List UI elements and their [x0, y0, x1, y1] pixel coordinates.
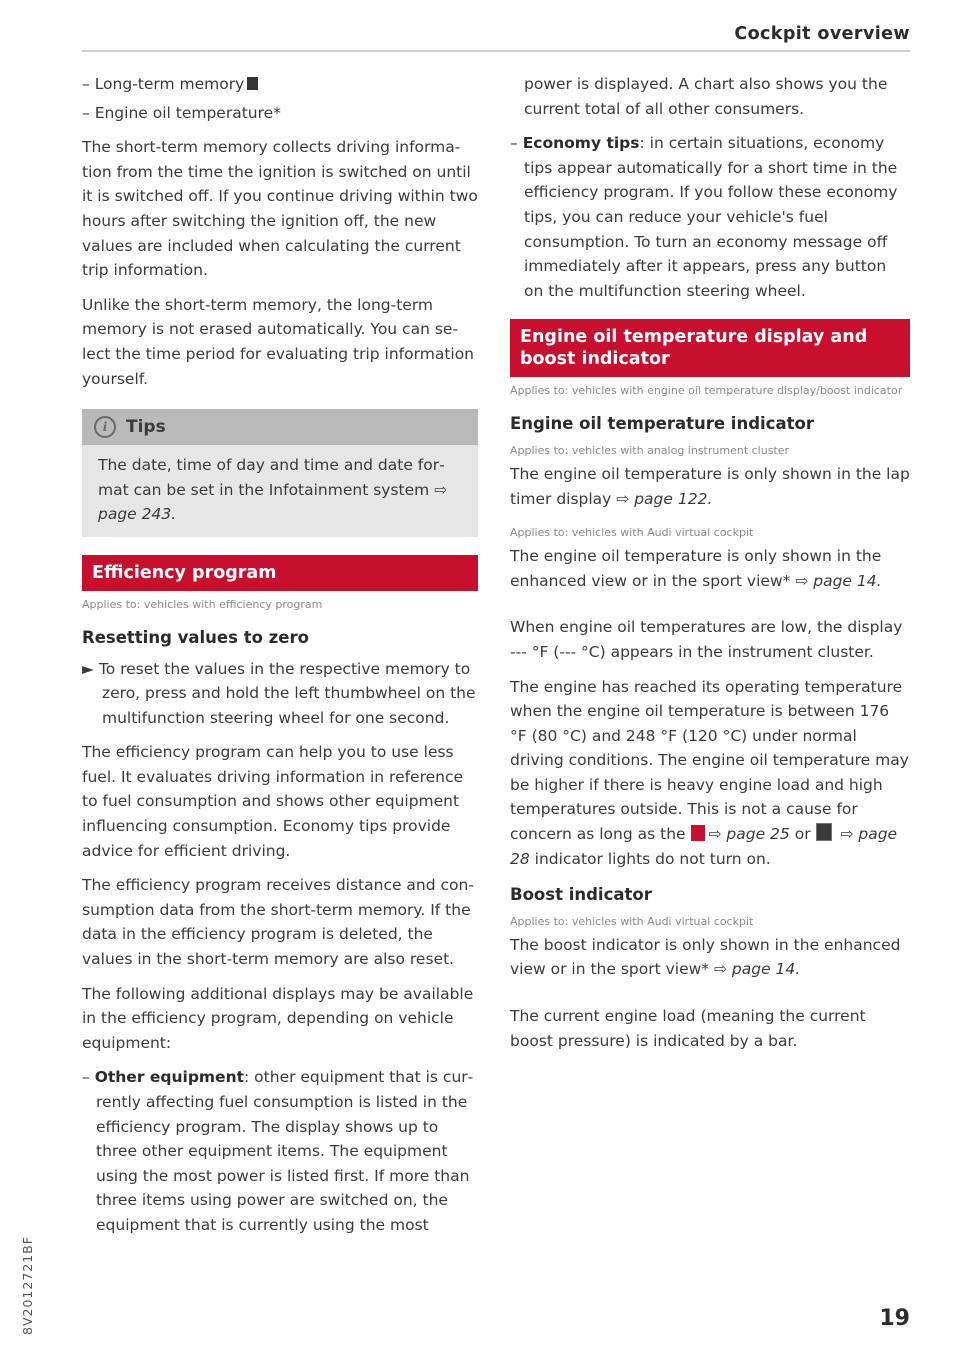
tips-title: Tips: [126, 416, 166, 437]
page-link-25[interactable]: ⇨ page 25: [708, 825, 790, 844]
left-column: [82, 72, 478, 1242]
list-item-economy-tips: – Economy tips: in certain situations, economy tips appear automatically for a short time in the efficiency program. If you follow these economy tips, you can reduce your vehicle's fuel consumption. To turn an economy message off immediately after it appears, press any button on the multifunction steering wheel.: [510, 134, 898, 300]
page-title: Cockpit overview: [734, 24, 910, 44]
paragraph-continued: power is displayed. A chart also shows you the current total of all other consumers.: [524, 75, 888, 118]
page-link-122[interactable]: ⇨ page 122.: [616, 489, 713, 508]
paragraph-oil-virtual: The engine oil temperature is only shown in the enhanced view or in the sport view* ⇨ page 14.: [510, 547, 882, 590]
header-rule: [82, 50, 910, 52]
page-link-28[interactable]: ⇨ page 28: [510, 825, 898, 868]
info-icon: i: [94, 416, 116, 438]
paragraph-efficiency-2: The efficiency program receives distance and consumption data from the short-term memory. If the data in the efficiency program is deleted, the values in the short-term memory are also reset.: [82, 876, 474, 969]
oil-warning-red-icon: [691, 825, 705, 841]
paragraph-efficiency-1: The efficiency program can help you to use less fuel. It evaluates driving information in reference to fuel consumption and shows other equipment influencing consumption. Economy tips provide advice for efficient driving.: [82, 743, 464, 860]
page-link-14-boost[interactable]: ⇨ page 14.: [713, 960, 801, 979]
document-code: 8V2012721BF: [20, 1236, 35, 1335]
paragraph-long-term: Unlike the short-term memory, the long-term memory is not erased automatically. You can select the time period for evaluating trip information yourself.: [82, 295, 475, 388]
paragraph-short-term: The short-term memory collects driving information from the time the ignition is switched on until it is switched off. If you continue driving within two hours after switching the ignition off, the new values are included when calculating the current trip information.: [82, 138, 478, 280]
section-heading-efficiency: Efficiency program: [82, 555, 478, 591]
list-item-other-equipment: – Other equipment: other equipment that is currently affecting fuel consumption is listed in the efficiency program. The display shows up to three other equipment items. The equipment using the most power is listed first. If more than three items using power are switched on, the equipment that is currently using the most: [82, 1068, 474, 1234]
tips-header: [82, 409, 478, 445]
step-reset: ► To reset the values in the respective memory to zero, press and hold the left thumbwheel on the multifunction steering wheel for one second.: [82, 659, 476, 727]
paragraph-oil-analog: The engine oil temperature is only shown in the lap timer display ⇨ page 122.: [510, 464, 910, 508]
page-number: 19: [879, 1306, 910, 1331]
end-of-section-icon: [247, 77, 258, 90]
page-link-243[interactable]: ⇨ page 243.: [98, 480, 448, 524]
applies-to-boost: Applies to: vehicles with Audi virtual cockpit: [510, 914, 754, 928]
paragraph-boost-load: The current engine load (meaning the current boost pressure) is indicated by a bar.: [510, 1007, 866, 1050]
applies-to-virtual: Applies to: vehicles with Audi virtual cockpit: [510, 526, 754, 540]
applies-to-oil-boost: Applies to: vehicles with engine oil temperature display/boost indicator: [510, 384, 903, 398]
subheading-boost: Boost indicator: [510, 885, 652, 905]
section-heading-oil-boost: Engine oil temperature display and boost indicator: [510, 319, 910, 377]
oil-warning-yellow-icon: [816, 823, 832, 841]
page-link-14[interactable]: ⇨ page 14.: [795, 571, 882, 590]
applies-to-analog: Applies to: vehicles with analog instrument cluster: [510, 443, 790, 457]
list-item-oil-temp: – Engine oil temperature*: [82, 103, 281, 122]
paragraph-efficiency-3: The following additional displays may be available in the efficiency program, depending on vehicle equipment:: [82, 984, 474, 1052]
paragraph-operating-temp: The engine has reached its operating temperature when the engine oil temperature is between 176 °F (80 °C) and 248 °F (120 °C) under normal driving conditions. The engine oil temperature may be higher if there is heavy engine load and high temperatures outside. This is not a cause for concern as long as the ⇨ page 25 or ⇨ page 28 indicator lights do not turn on.: [510, 677, 909, 868]
tips-body: The date, time of day and time and date format can be set in the Infotainment system ⇨ page 243.: [98, 456, 448, 524]
subheading-resetting: Resetting values to zero: [82, 627, 309, 647]
paragraph-low-temp: When engine oil temperatures are low, the display --- °F (--- °C) appears in the instrument cluster.: [510, 618, 903, 661]
tips-box: [82, 409, 478, 537]
subheading-oil-temp: Engine oil temperature indicator: [510, 414, 814, 434]
right-column: [510, 72, 910, 1063]
list-item-long-term: – Long-term memory: [82, 72, 478, 97]
applies-to-efficiency: Applies to: vehicles with efficiency program: [82, 597, 323, 611]
paragraph-boost: The boost indicator is only shown in the enhanced view or in the sport view* ⇨ page 14.: [510, 935, 901, 979]
